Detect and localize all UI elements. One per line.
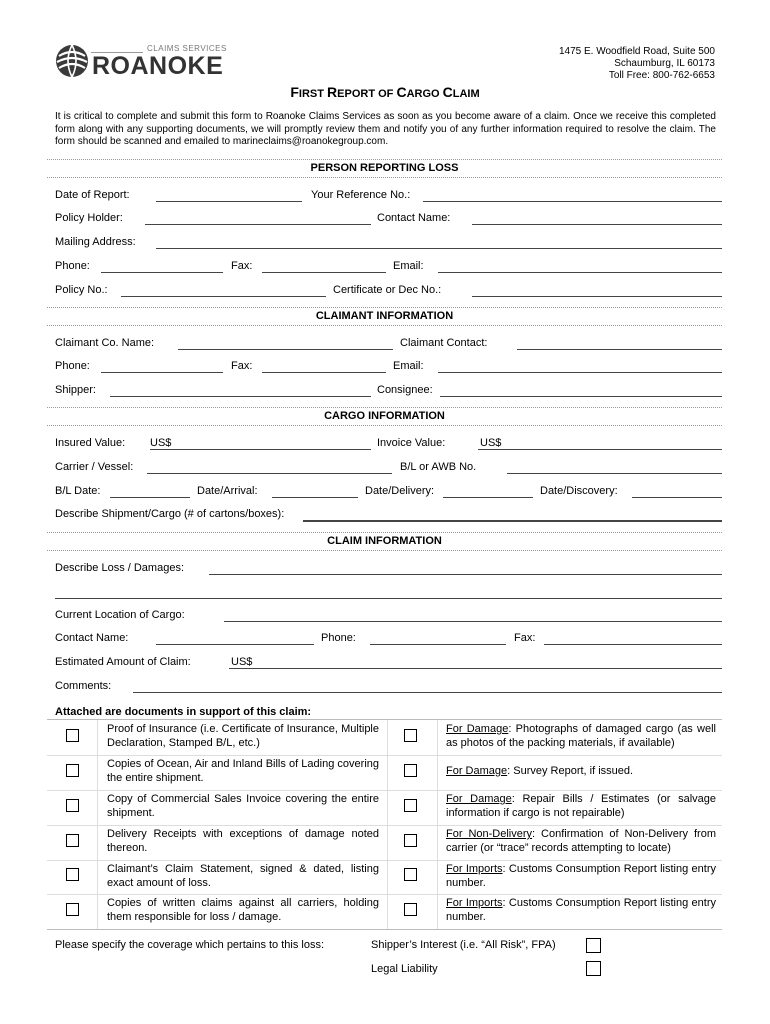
sales-invoice-text: Copy of Commercial Sales Invoice covering the entire shipment.: [107, 793, 379, 819]
describe-loss-label: Describe Loss / Damages:: [55, 562, 184, 574]
claimant-email-field[interactable]: [438, 372, 722, 373]
legal-liability-label: Legal Liability: [371, 963, 438, 975]
certificate-field[interactable]: [472, 296, 722, 297]
email-label: Email:: [393, 260, 424, 272]
invoice-currency: US$: [480, 437, 502, 449]
bl-date-field[interactable]: [110, 497, 190, 498]
fax-field[interactable]: [262, 272, 386, 273]
date-delivery-label: Date/Delivery:: [365, 485, 435, 497]
current-location-field[interactable]: [224, 621, 722, 622]
bl-awb-field[interactable]: [507, 473, 722, 474]
delivery-receipts-checkbox[interactable]: [66, 834, 79, 847]
logo-name: ROANOKE: [92, 52, 224, 80]
section-divider: [47, 550, 722, 551]
bl-awb-label: B/L or AWB No.: [400, 461, 477, 473]
invoice-value-field[interactable]: [478, 449, 722, 450]
describe-loss-field[interactable]: [209, 574, 722, 575]
policy-no-field[interactable]: [121, 296, 326, 297]
phone-label: Phone:: [55, 260, 90, 272]
your-reference-field[interactable]: [423, 201, 722, 202]
claim-statement-text: Claimant’s Claim Statement, signed & dated, listing exact amount of loss.: [107, 863, 379, 889]
section-claim-heading: CLAIM INFORMATION: [327, 535, 442, 547]
policy-holder-label: Policy Holder:: [55, 212, 123, 224]
contact-name-field[interactable]: [472, 224, 722, 225]
survey-report-text: For Damage: Survey Report, if issued.: [446, 765, 634, 777]
policy-no-label: Policy No.:: [55, 284, 108, 296]
repair-bills-text: For Damage: Repair Bills / Estimates (or salvage information if cargo is not repairable): [446, 793, 716, 819]
bills-of-lading-checkbox[interactable]: [66, 764, 79, 777]
address-line-1: 1475 E. Woodfield Road, Suite 500: [558, 46, 715, 57]
comments-field[interactable]: [133, 692, 722, 693]
section-divider: [47, 159, 722, 160]
claimant-phone-field[interactable]: [101, 372, 223, 373]
shipper-interest-checkbox[interactable]: [586, 938, 601, 953]
bl-date-label: B/L Date:: [55, 485, 101, 497]
section-claimant-heading: CLAIMANT INFORMATION: [315, 310, 454, 322]
estimated-amount-label: Estimated Amount of Claim:: [55, 656, 191, 668]
section-divider: [47, 177, 722, 178]
describe-loss-field-2[interactable]: [55, 598, 722, 599]
proof-of-insurance-text: Proof of Insurance (i.e. Certificate of Insurance, Multiple Declaration, Stamped B/L, etc.): [107, 723, 379, 749]
shipper-label: Shipper:: [55, 384, 96, 396]
form-title: FIRST REPORT OF CARGO CLAIM: [290, 84, 480, 100]
comments-label: Comments:: [55, 680, 112, 692]
date-arrival-label: Date/Arrival:: [197, 485, 258, 497]
section-divider: [47, 425, 722, 426]
section-cargo-heading: CARGO INFORMATION: [324, 410, 445, 422]
date-arrival-field[interactable]: [272, 497, 358, 498]
imports-checkbox-1[interactable]: [404, 868, 417, 881]
survey-report-checkbox[interactable]: [404, 764, 417, 777]
date-discovery-field[interactable]: [632, 497, 722, 498]
insured-value-field[interactable]: [150, 449, 371, 450]
consignee-label: Consignee:: [377, 384, 433, 396]
claim-phone-field[interactable]: [370, 644, 506, 645]
legal-liability-checkbox[interactable]: [586, 961, 601, 976]
claimant-phone-label: Phone:: [55, 360, 90, 372]
current-location-label: Current Location of Cargo:: [55, 609, 185, 621]
claimant-email-label: Email:: [393, 360, 424, 372]
estimated-amount-field[interactable]: [229, 668, 722, 669]
damage-photos-text: For Damage: Photographs of damaged cargo (as well as photos of the packing materials, if available): [446, 723, 717, 749]
non-delivery-checkbox[interactable]: [404, 834, 417, 847]
globe-icon: [55, 44, 89, 78]
written-claims-checkbox[interactable]: [66, 903, 79, 916]
address-block: [559, 46, 715, 82]
describe-shipment-label: Describe Shipment/Cargo (# of cartons/boxes):: [55, 508, 285, 520]
date-delivery-field[interactable]: [443, 497, 533, 498]
imports-checkbox-2[interactable]: [404, 903, 417, 916]
claimant-fax-field[interactable]: [262, 372, 386, 373]
carrier-field[interactable]: [147, 473, 392, 474]
shipper-interest-label: Shipper’s Interest (i.e. “All Risk”, FPA): [371, 939, 556, 951]
contact-name-label: Contact Name:: [377, 212, 451, 224]
logo-subtitle: CLAIMS SERVICES: [147, 44, 227, 53]
repair-bills-checkbox[interactable]: [404, 799, 417, 812]
insured-value-label: Insured Value:: [55, 437, 126, 449]
describe-shipment-field[interactable]: [303, 520, 722, 522]
shipper-field[interactable]: [110, 396, 371, 397]
date-of-report-label: Date of Report:: [55, 189, 130, 201]
claim-contact-name-label: Contact Name:: [55, 632, 129, 644]
date-of-report-field[interactable]: [156, 201, 302, 202]
written-claims-text: Copies of written claims against all carriers, holding them responsible for loss / damage.: [107, 897, 379, 923]
mailing-address-label: Mailing Address:: [55, 236, 136, 248]
section-person-heading: PERSON REPORTING LOSS: [310, 162, 459, 174]
sales-invoice-checkbox[interactable]: [66, 799, 79, 812]
proof-of-insurance-checkbox[interactable]: [66, 729, 79, 742]
estimated-currency: US$: [231, 656, 253, 668]
fax-label: Fax:: [231, 260, 253, 272]
consignee-field[interactable]: [440, 396, 722, 397]
date-discovery-label: Date/Discovery:: [540, 485, 618, 497]
claim-contact-name-field[interactable]: [156, 644, 314, 645]
section-divider: [47, 407, 722, 408]
claimant-contact-field[interactable]: [517, 349, 722, 350]
section-divider: [47, 325, 722, 326]
section-divider: [47, 532, 722, 533]
imports-text-2: For Imports: Customs Consumption Report listing entry number.: [446, 897, 716, 923]
address-line-3: Toll Free: 800-762-6653: [608, 70, 715, 81]
claimant-fax-label: Fax:: [231, 360, 253, 372]
mailing-address-field[interactable]: [156, 248, 722, 249]
claim-phone-label: Phone:: [321, 632, 356, 644]
section-divider: [47, 307, 722, 308]
carrier-label: Carrier / Vessel:: [55, 461, 134, 473]
claim-statement-checkbox[interactable]: [66, 868, 79, 881]
claimant-co-name-field[interactable]: [178, 349, 393, 350]
bills-of-lading-text: Copies of Ocean, Air and Inland Bills of Lading covering the entire shipment.: [107, 758, 379, 784]
address-line-2: Schaumburg, IL 60173: [614, 58, 715, 69]
phone-field[interactable]: [101, 272, 223, 273]
imports-text-1: For Imports: Customs Consumption Report listing entry number.: [446, 863, 716, 889]
attached-heading: Attached are documents in support of this claim:: [55, 706, 312, 718]
email-field[interactable]: [438, 272, 722, 273]
coverage-prompt: Please specify the coverage which pertains to this loss:: [55, 939, 325, 951]
roanoke-logo: [55, 44, 240, 80]
non-delivery-text: For Non-Delivery: Confirmation of Non-Delivery from carrier (or “trace” records attempting to locate): [446, 828, 716, 854]
claim-fax-label: Fax:: [514, 632, 536, 644]
your-reference-label: Your Reference No.:: [311, 189, 411, 201]
claimant-co-name-label: Claimant Co. Name:: [55, 337, 155, 349]
invoice-value-label: Invoice Value:: [377, 437, 446, 449]
certificate-label: Certificate or Dec No.:: [333, 284, 442, 296]
insured-currency: US$: [150, 437, 172, 449]
claimant-contact-label: Claimant Contact:: [400, 337, 488, 349]
policy-holder-field[interactable]: [145, 224, 371, 225]
claim-fax-field[interactable]: [544, 644, 722, 645]
delivery-receipts-text: Delivery Receipts with exceptions of damage noted thereon.: [107, 828, 379, 854]
intro-text: It is critical to complete and submit this form to Roanoke Claims Services as soon as you become aware of a claim. Once we receive this completed form along with any supporting documents, we will promptly review them and notify you of any further information required to resolve the claim. The form should be scanned and emailed to marineclaims@roanokegroup.com.: [55, 111, 716, 147]
damage-photos-checkbox[interactable]: [404, 729, 417, 742]
